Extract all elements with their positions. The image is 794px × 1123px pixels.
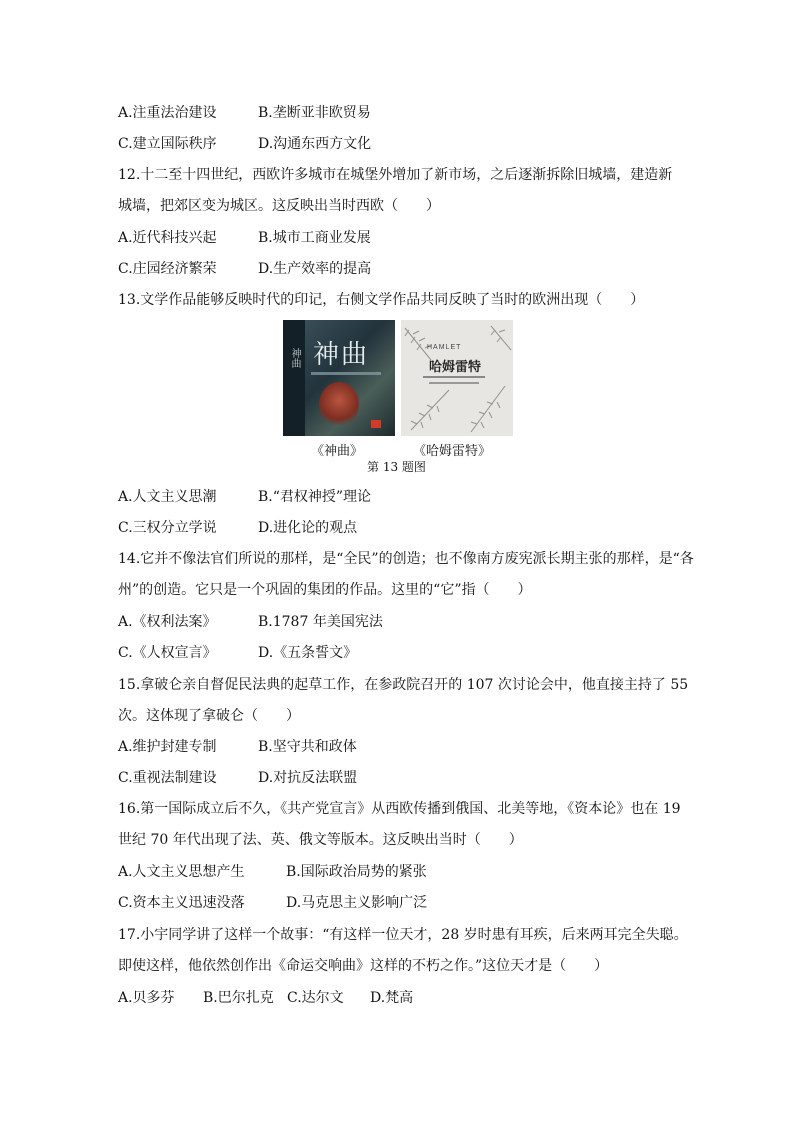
book2-author-line — [423, 376, 485, 378]
book-spine — [283, 320, 305, 436]
q17-option-d: D.梵高 — [370, 990, 414, 1006]
book1-spine-title: 神曲 — [289, 348, 300, 368]
q13-option-b: B.“君权神授”理论 — [258, 489, 372, 505]
book1-cover-artwork — [319, 382, 359, 428]
q17-stem-line2: 即使这样，他依然创作出《命运交响曲》这样的不朽之作。”这位天才是（ ） — [118, 958, 609, 974]
q12-option-a: A.近代科技兴起 — [118, 230, 217, 246]
q12-option-b: B.城市工商业发展 — [258, 230, 371, 246]
q14-option-c: C.《人权宣言》 — [118, 645, 217, 661]
q14-stem-line1: 14.它并不像法官们所说的那样，是“全民”的创造；也不像南方废宪派长期主张的那样，是“各 — [118, 551, 694, 567]
q14-option-a: A.《权利法案》 — [118, 614, 217, 630]
q16-stem-line2: 世纪 70 年代出现了法、英、俄文等版本。这反映出当时（ ） — [118, 832, 523, 848]
q17-option-c: C.达尔文 — [287, 990, 344, 1006]
divine-comedy-book-cover — [283, 320, 395, 436]
book2-cover-title: 哈姆雷特 — [429, 360, 482, 375]
q17-option-b: B.巴尔扎克 — [203, 990, 274, 1006]
figure-label: 第 13 题图 — [367, 460, 426, 474]
book2-caption: 《哈姆雷特》 — [413, 444, 492, 459]
q11-option-c: C.建立国际秩序 — [118, 136, 217, 152]
q11-option-d: D.沟通东西方文化 — [258, 136, 372, 152]
q12-option-c: C.庄园经济繁荣 — [118, 261, 217, 277]
q17-stem-line1: 17.小宇同学讲了这样一个故事：“有这样一位天才，28 岁时患有耳疾，后来两耳完全失聪。 — [118, 927, 688, 943]
q15-stem-line2: 次。这体现了拿破仑（ ） — [118, 708, 300, 724]
q11-option-b: B.垄断亚非欧贸易 — [258, 105, 371, 121]
q14-option-d: D.《五条誓文》 — [258, 645, 358, 661]
leaf-pattern-illustration — [401, 320, 513, 436]
q15-option-d: D.对抗反法联盟 — [258, 770, 358, 786]
q15-option-a: A.维护封建专制 — [118, 739, 217, 755]
q15-stem-line1: 15.拿破仑亲自督促民法典的起草工作，在参政院召开的 107 次讨论会中，他直接主持了 55 — [118, 677, 689, 693]
book1-caption: 《神曲》 — [311, 444, 364, 459]
q15-option-b: B.坚守共和政体 — [258, 739, 357, 755]
q12-stem-line2: 城墙，把郊区变为城区。这反映出当时西欧（ ） — [118, 198, 440, 214]
book1-cover-title: 神曲 — [313, 340, 370, 370]
book1-subtitle-rule — [311, 372, 381, 375]
q16-option-a: A.人文主义思想产生 — [118, 864, 245, 880]
book2-english-title: HAMLET — [427, 344, 462, 351]
q17-option-a: A.贝多芬 — [118, 990, 175, 1006]
q16-option-c: C.资本主义迅速没落 — [118, 895, 245, 911]
hamlet-book-cover — [401, 320, 513, 436]
q16-stem-line1: 16.第一国际成立后不久，《共产党宣言》从西欧传播到俄国、北美等地，《资本论》也在 19 — [118, 801, 681, 817]
q14-stem-line2: 州”的创造。它只是一个巩固的集团的作品。这里的“它”指（ ） — [118, 582, 532, 598]
q13-option-d: D.进化论的观点 — [258, 520, 358, 536]
q13-option-a: A.人文主义思潮 — [118, 489, 217, 505]
book2-translator-line — [429, 382, 479, 384]
q12-stem-line1: 12.十二至十四世纪，西欧许多城市在城堡外增加了新市场，之后逐渐拆除旧城墙，建造新 — [118, 167, 673, 183]
q14-option-b: B.1787 年美国宪法 — [258, 614, 383, 630]
q12-option-d: D.生产效率的提高 — [258, 261, 372, 277]
q16-option-d: D.马克思主义影响广泛 — [286, 895, 428, 911]
publisher-logo — [371, 420, 381, 428]
q15-option-c: C.重视法制建设 — [118, 770, 217, 786]
q11-option-a: A.注重法治建设 — [118, 105, 217, 121]
q16-option-b: B.国际政治局势的紧张 — [286, 864, 427, 880]
q13-stem-line1: 13.文学作品能够反映时代的印记，右侧文学作品共同反映了当时的欧洲出现（ ） — [118, 292, 645, 308]
q13-option-c: C.三权分立学说 — [118, 520, 217, 536]
